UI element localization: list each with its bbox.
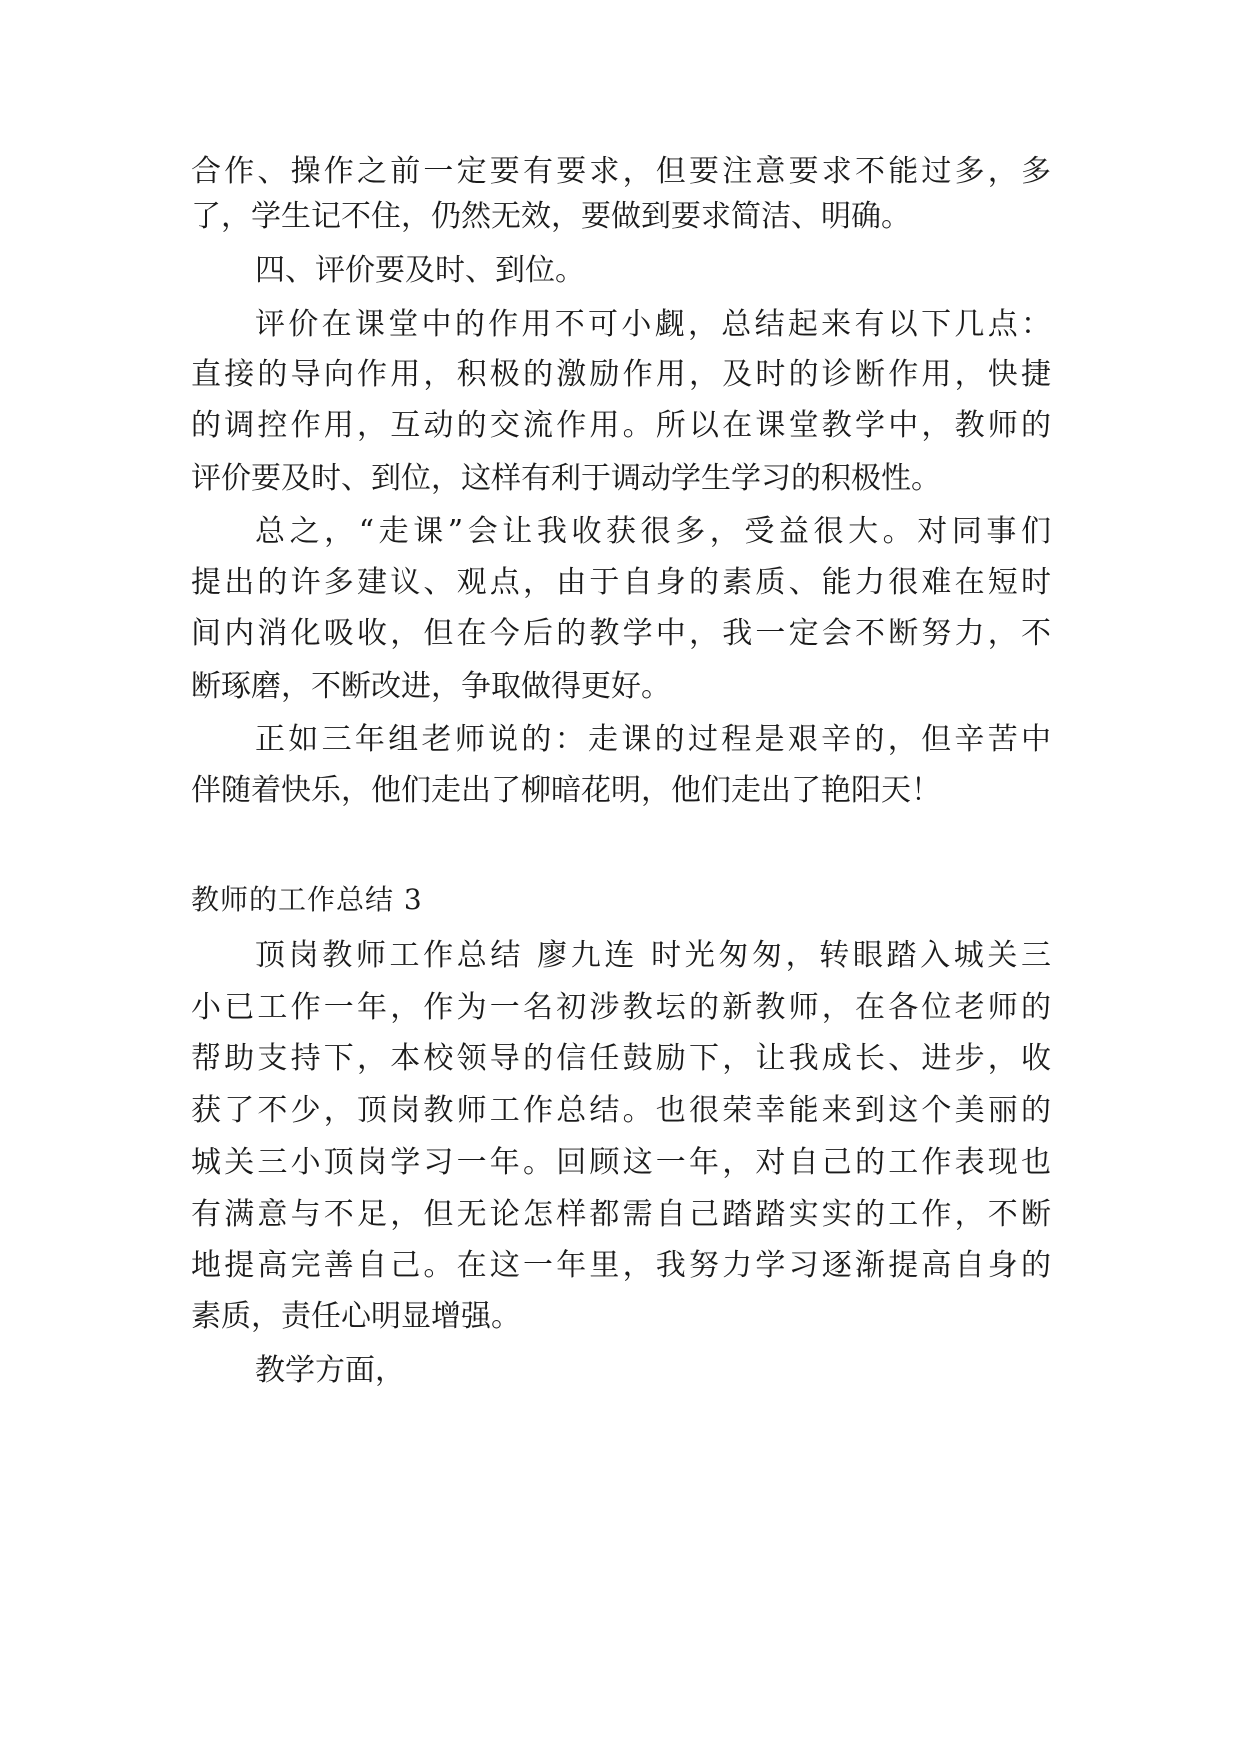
paragraph-line: 伴随着快乐，他们走出了柳暗花明，他们走出了艳阳天！ (191, 773, 941, 808)
paragraph-line: 合作、操作之前一定要有要求，但要注意要求不能过多，多 (191, 154, 1051, 189)
paragraph-line: 断琢磨，不断改进，争取做得更好。 (191, 669, 671, 704)
paragraph-line: 城关三小顶岗学习一年。回顾这一年，对自己的工作表现也 (191, 1145, 1051, 1180)
paragraph-line: 间内消化吸收，但在今后的教学中，我一定会不断努力，不 (191, 616, 1051, 651)
paragraph-line: 提出的许多建议、观点，由于自身的素质、能力很难在短时 (191, 565, 1051, 600)
paragraph-line: 的调控作用，互动的交流作用。所以在课堂教学中，教师的 (191, 408, 1051, 443)
paragraph-line: 顶岗教师工作总结 廖九连 时光匆匆，转眼踏入城关三 (255, 938, 1051, 973)
paragraph-line: 获了不少，顶岗教师工作总结。也很荣幸能来到这个美丽的 (191, 1093, 1051, 1128)
paragraph-line: 素质，责任心明显增强。 (191, 1299, 521, 1334)
paragraph-line: 直接的导向作用，积极的激励作用，及时的诊断作用，快捷 (191, 357, 1051, 392)
paragraph-line: 评价在课堂中的作用不可小觑，总结起来有以下几点： (255, 307, 1051, 342)
paragraph-line: 地提高完善自己。在这一年里，我努力学习逐渐提高自身的 (191, 1248, 1051, 1283)
paragraph-line: 评价要及时、到位，这样有利于调动学生学习的积极性。 (191, 461, 941, 496)
paragraph-line: 总之，“走课”会让我收获很多，受益很大。对同事们 (255, 514, 1051, 549)
section-heading: 教师的工作总结 3 (191, 883, 423, 916)
paragraph-line: 正如三年组老师说的：走课的过程是艰辛的，但辛苦中 (255, 722, 1051, 757)
paragraph-line: 帮助支持下，本校领导的信任鼓励下，让我成长、进步，收 (191, 1041, 1051, 1076)
section-title: 四、评价要及时、到位。 (255, 253, 585, 288)
paragraph-line: 小已工作一年，作为一名初涉教坛的新教师，在各位老师的 (191, 990, 1051, 1025)
paragraph-line: 教学方面， (255, 1353, 405, 1388)
paragraph-line: 了，学生记不住，仍然无效，要做到要求简洁、明确。 (191, 199, 911, 234)
paragraph-line: 有满意与不足，但无论怎样都需自己踏踏实实的工作，不断 (191, 1197, 1051, 1232)
